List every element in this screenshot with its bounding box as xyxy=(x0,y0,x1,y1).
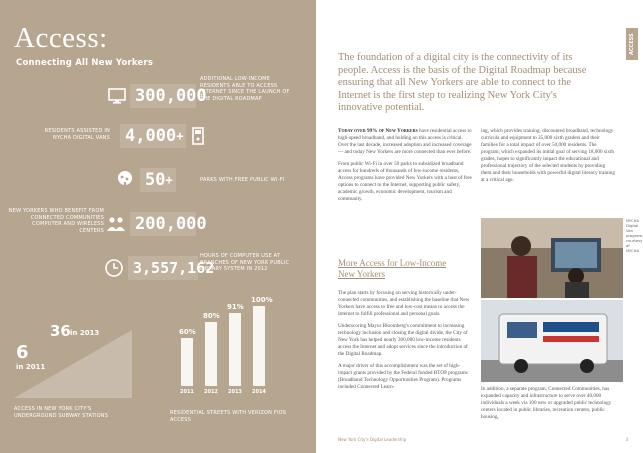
chart-value-label-2013: 91% xyxy=(227,303,244,312)
chart-value-label-2014: 100% xyxy=(251,296,273,304)
chart-bar-2012 xyxy=(205,322,217,386)
article-page xyxy=(316,0,643,453)
stat-note-3: PARKS WITH FREE PUBLIC WI-FI xyxy=(200,177,285,183)
chart-bar-2014 xyxy=(253,306,265,386)
chart-bar-2011 xyxy=(181,338,193,386)
section-tab: ACCESS xyxy=(626,28,638,60)
photo-caption: NYCHA Digital Van program, courtesy of NYCHA xyxy=(626,218,643,253)
computer-icon xyxy=(190,126,210,146)
page-subtitle: Connecting All New Yorkers xyxy=(16,58,154,68)
column-1-bottom xyxy=(338,290,473,396)
column-2-top xyxy=(481,128,616,189)
lead-paragraph: The foundation of a digital city is the connectivity of its people. Access is the basis of the Digital Roadmap because ensuring that all New Yorkers are able to connect to the Internet is the first step to realizing New York City's innovative potential. xyxy=(338,52,587,113)
stat-value-1: 300,000 xyxy=(135,86,207,106)
col1-paragraph-4: Underscoring Mayor Bloomberg's commitment to increasing technology inclusion and closing the digital divide, the City of New York has helped nearly 300,000 low-income residents access the Internet and adopt services since the introduction of the Digital Roadmap. xyxy=(338,323,468,357)
chart-bar-2013 xyxy=(229,313,241,386)
infographic-panel xyxy=(0,0,316,453)
col2-paragraph-1: ing, which provides training, discounted broadband, technology curricula and equipment to 35,000 sixth graders and their families for a total impact of over 50,000 residents. The program, which expanded its initial goal of serving 18,000 sixth grades, hopes to significantly impact the educational and professional trajectory of the selected students by providing them and their households with powerful digital literacy training at a critical age. xyxy=(481,128,615,183)
chart-value-label-2012: 80% xyxy=(203,312,220,320)
column-1-top xyxy=(338,128,473,208)
photo-computer-users xyxy=(481,218,623,298)
col1-paragraph-1: Today over 99% of New Yorkers have residential access to high-speed broadband, and holding on this access is critical. Over the last decade, increased adoption and increased coverage — and today New Yorkers are more connected than ever before. xyxy=(338,128,472,155)
column-2-bottom xyxy=(481,386,621,426)
col1-paragraph-2: From public Wi-Fi in over 50 parks to subsidized broadband access for hundreds of thousands of low-income residents, Access programs have provided New Yorkers with a host of free options to connect to the Internet, supporting public safety, academic growth, economic development, tourism and community. xyxy=(338,161,472,202)
chart-value-label-2011: 60% xyxy=(179,328,196,336)
bigstat-after-label: in 2013 xyxy=(70,329,100,337)
stat-value-5: 3,557,162 xyxy=(133,259,215,277)
bigstat-after-value: 36 xyxy=(50,322,71,340)
stat-note-1: ADDITIONAL LOW-INCOME RESIDENTS ABLE TO ACCESS INTERNET SINCE THE LAUNCH OF THE DIGITAL ROADMAP xyxy=(200,76,290,102)
monitor-icon xyxy=(107,86,127,106)
photo-digital-van xyxy=(481,300,623,382)
stat-note-5: HOURS OF COMPUTER USE AT BRANCHES OF NEW YORK PUBLIC LIBRARY SYSTEM IN 2012 xyxy=(200,253,290,272)
clock-icon xyxy=(104,258,124,278)
bigstat-note: ACCESS IN NEW YORK CITY'S UNDERGROUND SUBWAY STATIONS xyxy=(14,406,109,419)
chart-year-label-2013: 2013 xyxy=(228,389,242,395)
col1-paragraph-5: A major driver of this accomplishment was the set of high-impact grants provided by the Federal funded BTOP programs (Broadband Technology Opportunities Program). Programs included Connected Learn- xyxy=(338,363,468,390)
col2-paragraph-2: In addition, a separate program, Connected Communities, has expanded capacity and infrastructure to serve over 40,000 individuals a week via 100 new or upgraded public technology centers located in public libraries, recreation centers, public housing, xyxy=(481,386,612,420)
stat-value-2: 4,000+ xyxy=(125,126,184,146)
bigstat-before-label: in 2011 xyxy=(16,363,46,371)
fios-bar-chart xyxy=(175,296,275,400)
chart-year-label-2012: 2012 xyxy=(204,389,218,395)
sub-heading: More Access for Low-Income New Yorkers xyxy=(338,258,447,279)
footer-title: New York City's Digital Leadership xyxy=(338,437,407,442)
stat-note-4: NEW YORKERS WHO BENEFIT FROM CONNECTED COMMUNITIES COMPUTER AND WIRELESS CENTERS xyxy=(8,208,104,234)
bigstat-before-value: 6 xyxy=(16,342,29,363)
people-icon xyxy=(106,214,126,234)
chart-year-label-2014: 2014 xyxy=(252,389,266,395)
tree-icon xyxy=(115,170,135,190)
stat-value-3: 50+ xyxy=(145,170,173,190)
chart-note: RESIDENTIAL STREETS WITH VERIZON FIOS ACCESS xyxy=(170,410,287,423)
page-number: 3 xyxy=(625,437,628,442)
page-title: Access: xyxy=(14,22,108,54)
chart-year-label-2011: 2011 xyxy=(180,389,194,395)
subway-growth-triangle xyxy=(14,330,134,400)
col1-paragraph-3: The plan starts by focusing on serving historically under-connected communities, and establishing the baseline that New Yorkers have access to free and low-cost means to access the Internet to fulfill professional and personal goals. xyxy=(338,290,470,317)
stat-note-2: RESIDENTS ASSISTED IN NYCHA DIGITAL VANS xyxy=(44,128,110,141)
stat-value-4: 200,000 xyxy=(135,214,207,234)
